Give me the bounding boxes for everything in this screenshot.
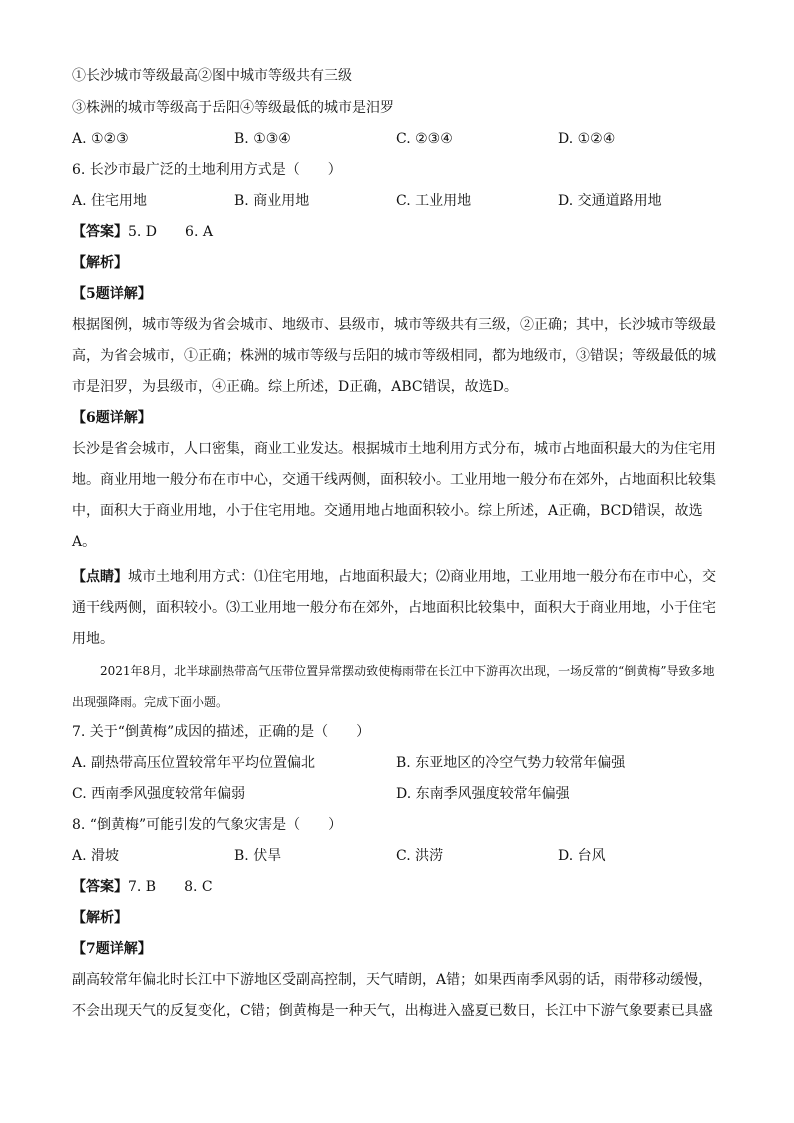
q7-detail-tag: 【7题详解】 bbox=[72, 941, 152, 957]
q6-option-a: A. 住宅用地 bbox=[72, 193, 148, 209]
q6-option-d: D. 交通道路用地 bbox=[558, 193, 662, 209]
q5-option-d: D. ①②④ bbox=[558, 131, 616, 147]
q5-detail-tag: 【5题详解】 bbox=[72, 286, 152, 302]
answer-text-2: 7. B 8. C bbox=[128, 879, 213, 895]
q5-option-b: B. ①③④ bbox=[234, 131, 291, 147]
q8-option-a: A. 滑坡 bbox=[72, 848, 120, 864]
tip-paragraph bbox=[72, 562, 722, 655]
passage-text: 2021年8月，北半球副热带高气压带位置异常摆动致使梅雨带在长江中下游再次出现，一场反常的“倒黄梅”导致多地出现强降雨。完成下面小题。 bbox=[72, 664, 715, 709]
q7-option-d: D. 东南季风强度较常年偏强 bbox=[396, 786, 570, 802]
tip-text: 城市土地利用方式：⑴住宅用地，占地面积最大；⑵商业用地，工业用地一般分布在市中心，交通干线两侧，面积较小。⑶工业用地一般分布在郊外，占地面积比较集中，面积大于商业用地，小于住宅用地。 bbox=[72, 569, 716, 647]
answer-tag: 【答案】 bbox=[72, 224, 128, 240]
q6-detail-tag: 【6题详解】 bbox=[72, 410, 152, 426]
answer-tag-2: 【答案】 bbox=[72, 879, 128, 895]
q6-option-c: C. 工业用地 bbox=[396, 193, 472, 209]
answer-line-2 bbox=[72, 877, 722, 897]
q8-stem: 8. “倒黄梅”可能引发的气象灾害是（ ） bbox=[72, 817, 343, 833]
tip-tag: 【点睛】 bbox=[72, 569, 128, 585]
q8-option-c: C. 洪涝 bbox=[396, 848, 444, 864]
q7-stem: 7. 关于“倒黄梅”成因的描述，正确的是（ ） bbox=[72, 724, 371, 740]
q7-option-c: C. 西南季风强度较常年偏弱 bbox=[72, 786, 246, 802]
q5-detail-text: 根据图例，城市等级为省会城市、地级市、县级市，城市等级共有三级，②正确；其中，长沙城市等级最高，为省会城市，①正确；株洲的城市等级与岳阳的城市等级相同，都为地级市，③错误；等级最低的城市是汨罗，为县级市，④正确。综上所述，D正确，ABC错误，故选D。 bbox=[72, 317, 716, 395]
q6-option-b: B. 商业用地 bbox=[234, 193, 310, 209]
q5-option-a: A. ①②③ bbox=[72, 131, 129, 147]
q7-option-a: A. 副热带高压位置较常年平均位置偏北 bbox=[72, 755, 316, 771]
q7-detail-text: 副高较常年偏北时长江中下游地区受副高控制，天气晴朗，A错；如果西南季风弱的话，雨带移动缓慢，不会出现天气的反复变化，C错；倒黄梅是一种天气，出梅进入盛夏已数日，长江中下游气象要素已具盛 bbox=[72, 972, 713, 1019]
analysis-tag: 【解析】 bbox=[72, 255, 128, 271]
answer-line-1 bbox=[72, 222, 722, 242]
q6-stem: 6. 长沙市最广泛的土地利用方式是（ ） bbox=[72, 162, 342, 178]
q5-statement-1: ①长沙城市等级最高②图中城市等级共有三级 bbox=[72, 68, 352, 84]
answer-text: 5. D 6. A bbox=[128, 224, 213, 240]
q6-detail-text: 长沙是省会城市，人口密集，商业工业发达。根据城市土地利用方式分布，城市占地面积最大的为住宅用地。商业用地一般分布在市中心，交通干线两侧，面积较小。工业用地一般分布在郊外，占地面积比较集中，面积大于商业用地，小于住宅用地。交通用地占地面积较小。综上所述，A正确，BCD错误，故选A。 bbox=[72, 441, 716, 550]
q5-option-c: C. ②③④ bbox=[396, 131, 453, 147]
q7-option-b: B. 东亚地区的冷空气势力较常年偏强 bbox=[396, 755, 626, 771]
q8-option-b: B. 伏旱 bbox=[234, 848, 282, 864]
q5-statement-2: ③株洲的城市等级高于岳阳④等级最低的城市是汨罗 bbox=[72, 100, 394, 116]
analysis-tag-2: 【解析】 bbox=[72, 910, 128, 926]
q8-option-d: D. 台风 bbox=[558, 848, 606, 864]
